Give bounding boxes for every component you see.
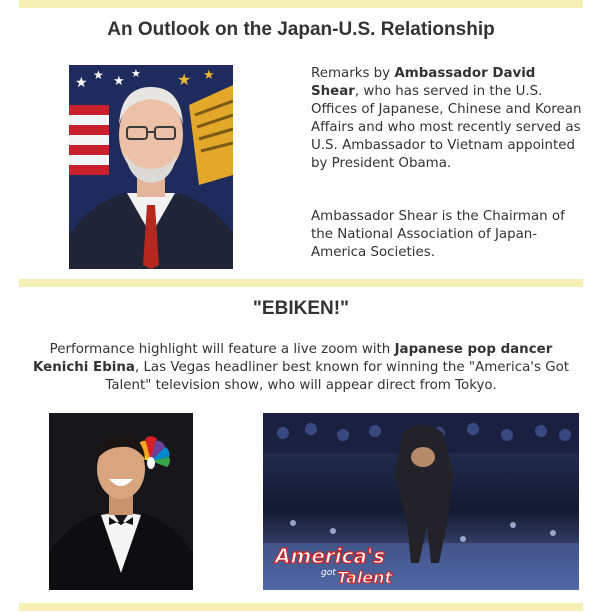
- divider-bottom: [19, 603, 583, 611]
- ambassador-photo-illustration: [69, 65, 233, 269]
- ambassador-role: Ambassador Shear is the Chairman of the National Association of Japan-America Societies.: [311, 209, 565, 260]
- logo-got: got: [321, 568, 336, 578]
- section-title-ebiken: "EBIKEN!": [252, 298, 350, 319]
- section-title-outlook: An Outlook on the Japan-U.S. Relationship: [107, 19, 495, 40]
- ambassador-photo: [69, 65, 233, 269]
- ambassador-bio: [311, 65, 583, 173]
- performer-portrait: [49, 413, 193, 590]
- performance-description: [26, 341, 576, 395]
- svg-text:★: ★: [177, 70, 192, 89]
- performer-portrait-illustration: [49, 413, 193, 590]
- divider-middle: [19, 279, 583, 287]
- bio-lead: Remarks by: [311, 66, 395, 81]
- svg-text:★: ★: [113, 74, 125, 89]
- desc-lead: Performance highlight will feature a live zoom with: [49, 342, 395, 357]
- bio-rest: , who has served in the U.S. Offices of Japanese, Chinese and Korean Affairs and who most recently served as U.S. Ambassador to Vietnam appointed by President Obama.: [311, 84, 582, 171]
- divider-top: [19, 0, 583, 8]
- desc-rest: , Las Vegas headliner best known for winning the "America's Got Talent" television show, who will appear direct from Tokyo.: [105, 360, 570, 393]
- performer-name: Japanese pop dancer Kenichi Ebina: [32, 342, 553, 375]
- svg-text:★: ★: [93, 68, 104, 82]
- ambassador-name: Ambassador David Shear: [311, 66, 536, 99]
- stage-photo-illustration: [263, 413, 579, 590]
- stage-performance-photo: [263, 413, 579, 590]
- svg-text:★: ★: [131, 67, 141, 80]
- logo-line-1: America's: [275, 544, 385, 568]
- logo-line-2: Talent: [337, 568, 393, 587]
- svg-text:★: ★: [203, 68, 215, 83]
- svg-text:★: ★: [75, 75, 88, 91]
